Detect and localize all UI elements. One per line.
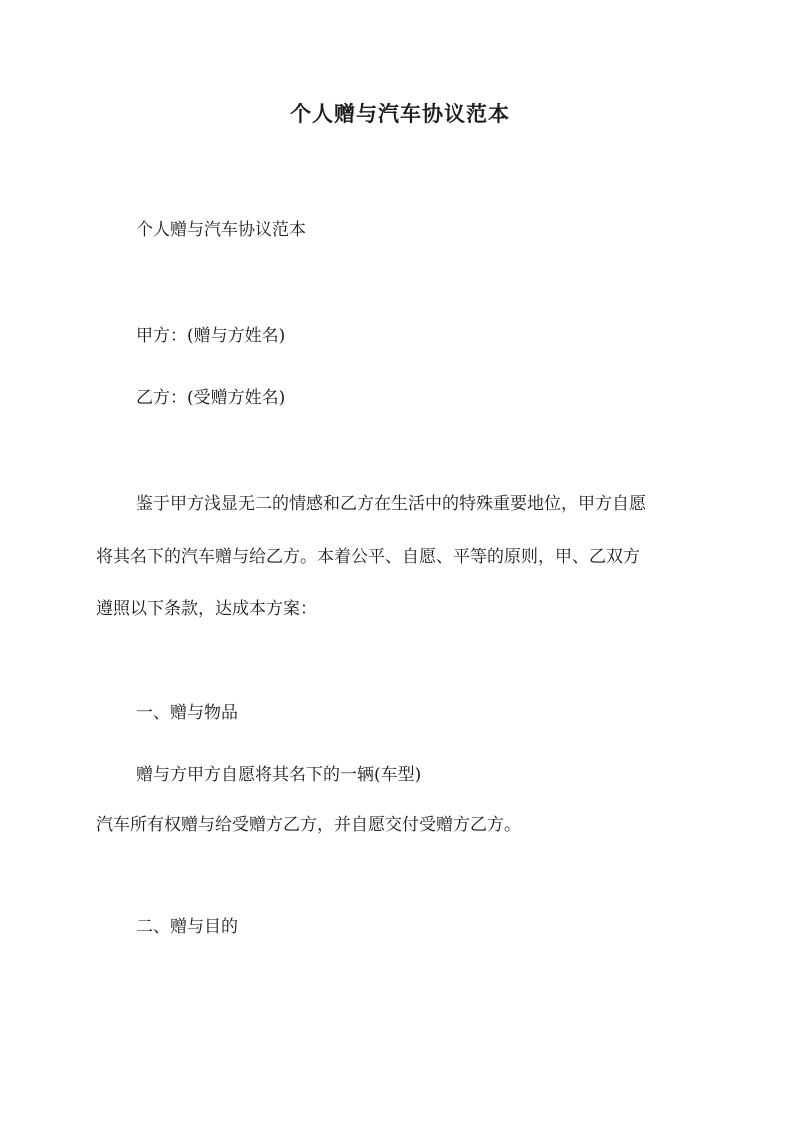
party-b-line: 乙方：(受赠方姓名) (136, 388, 286, 408)
section1-heading: 一、赠与物品 (136, 703, 238, 723)
section1-line-2: 汽车所有权赠与给受赠方乙方，并自愿交付受赠方乙方。 (96, 815, 521, 835)
document-title: 个人赠与汽车协议范本 (290, 101, 510, 126)
party-a-line: 甲方：(赠与方姓名) (136, 326, 286, 346)
document-subtitle: 个人赠与汽车协议范本 (136, 220, 306, 240)
intro-line-2: 将其名下的汽车赠与给乙方。本着公平、自愿、平等的原则，甲、乙双方 (96, 547, 640, 567)
section1-line-1: 赠与方甲方自愿将其名下的一辆(车型) (136, 765, 422, 785)
intro-line-3: 遵照以下条款，达成本方案： (96, 599, 317, 619)
intro-line-1: 鉴于甲方浅显无二的情感和乙方在生活中的特殊重要地位，甲方自愿 (136, 494, 646, 514)
section2-heading: 二、赠与目的 (136, 917, 238, 937)
